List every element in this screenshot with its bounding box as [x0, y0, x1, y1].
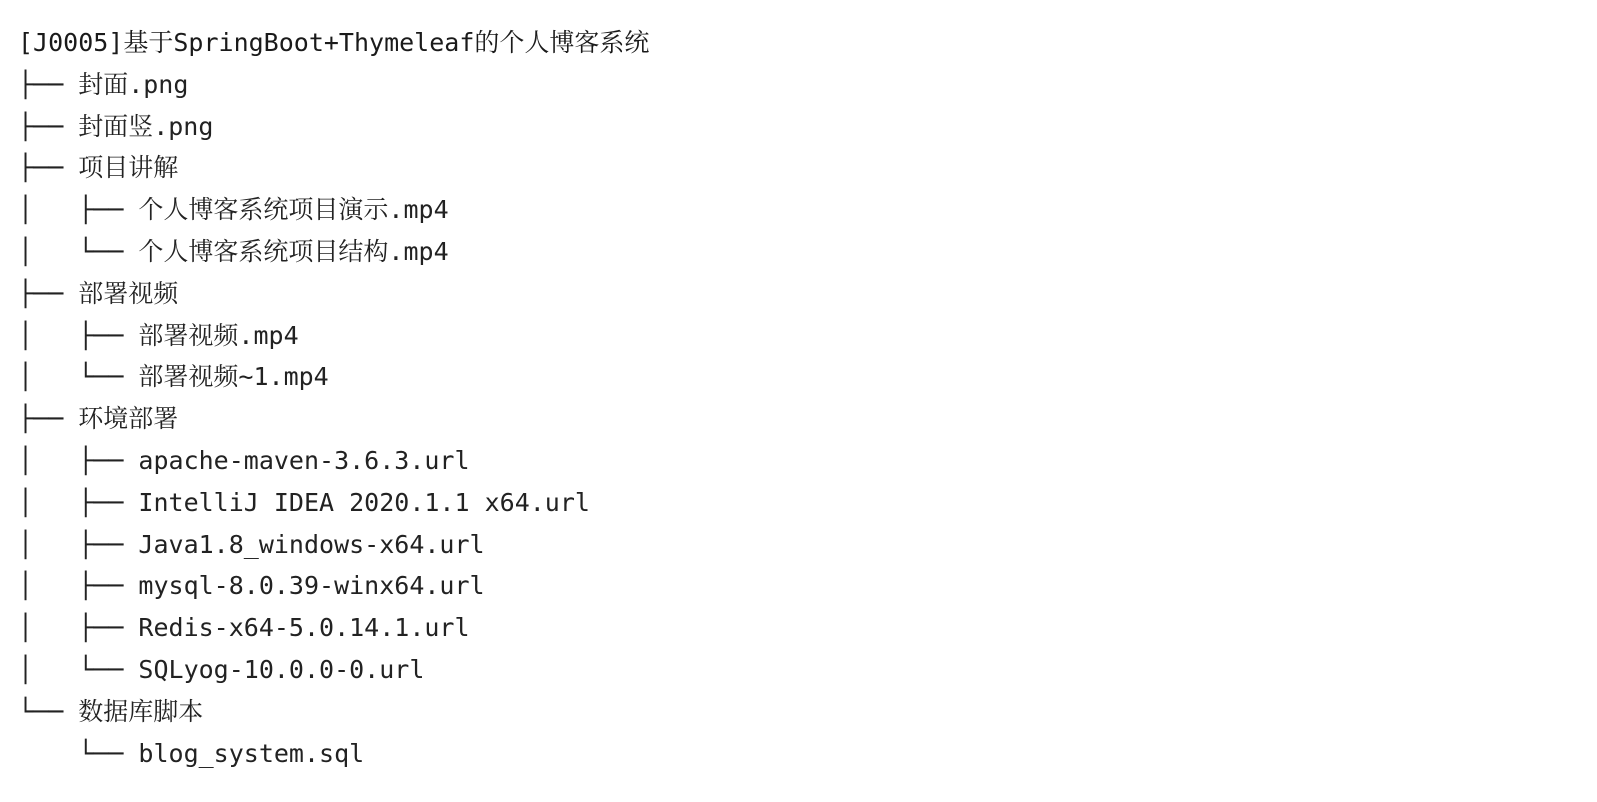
tree-root-line: [J0005]基于SpringBoot+Thymeleaf的个人博客系统 [18, 28, 650, 57]
tree-line: │ └── SQLyog-10.0.0-0.url [18, 654, 425, 684]
tree-line: ├── 封面竖.png [18, 111, 214, 141]
tree-line: │ ├── 个人博客系统项目演示.mp4 [18, 195, 449, 225]
tree-line: ├── 部署视频 [18, 278, 179, 308]
tree-line: │ └── 个人博客系统项目结构.mp4 [18, 236, 449, 266]
tree-line: │ ├── 部署视频.mp4 [18, 320, 299, 350]
tree-line: └── blog_system.sql [18, 738, 365, 768]
tree-line: ├── 封面.png [18, 69, 189, 99]
tree-line: │ ├── mysql-8.0.39-winx64.url [18, 571, 485, 601]
tree-line: │ ├── Redis-x64-5.0.14.1.url [18, 613, 470, 643]
tree-line: │ └── 部署视频~1.mp4 [18, 362, 329, 392]
tree-line: ├── 环境部署 [18, 404, 179, 434]
tree-line: │ ├── Java1.8_windows-x64.url [18, 529, 485, 559]
tree-line: └── 数据库脚本 [18, 696, 204, 726]
tree-line: │ ├── IntelliJ IDEA 2020.1.1 x64.url [18, 487, 590, 517]
tree-line: │ ├── apache-maven-3.6.3.url [18, 445, 470, 475]
tree-line: ├── 项目讲解 [18, 153, 179, 183]
